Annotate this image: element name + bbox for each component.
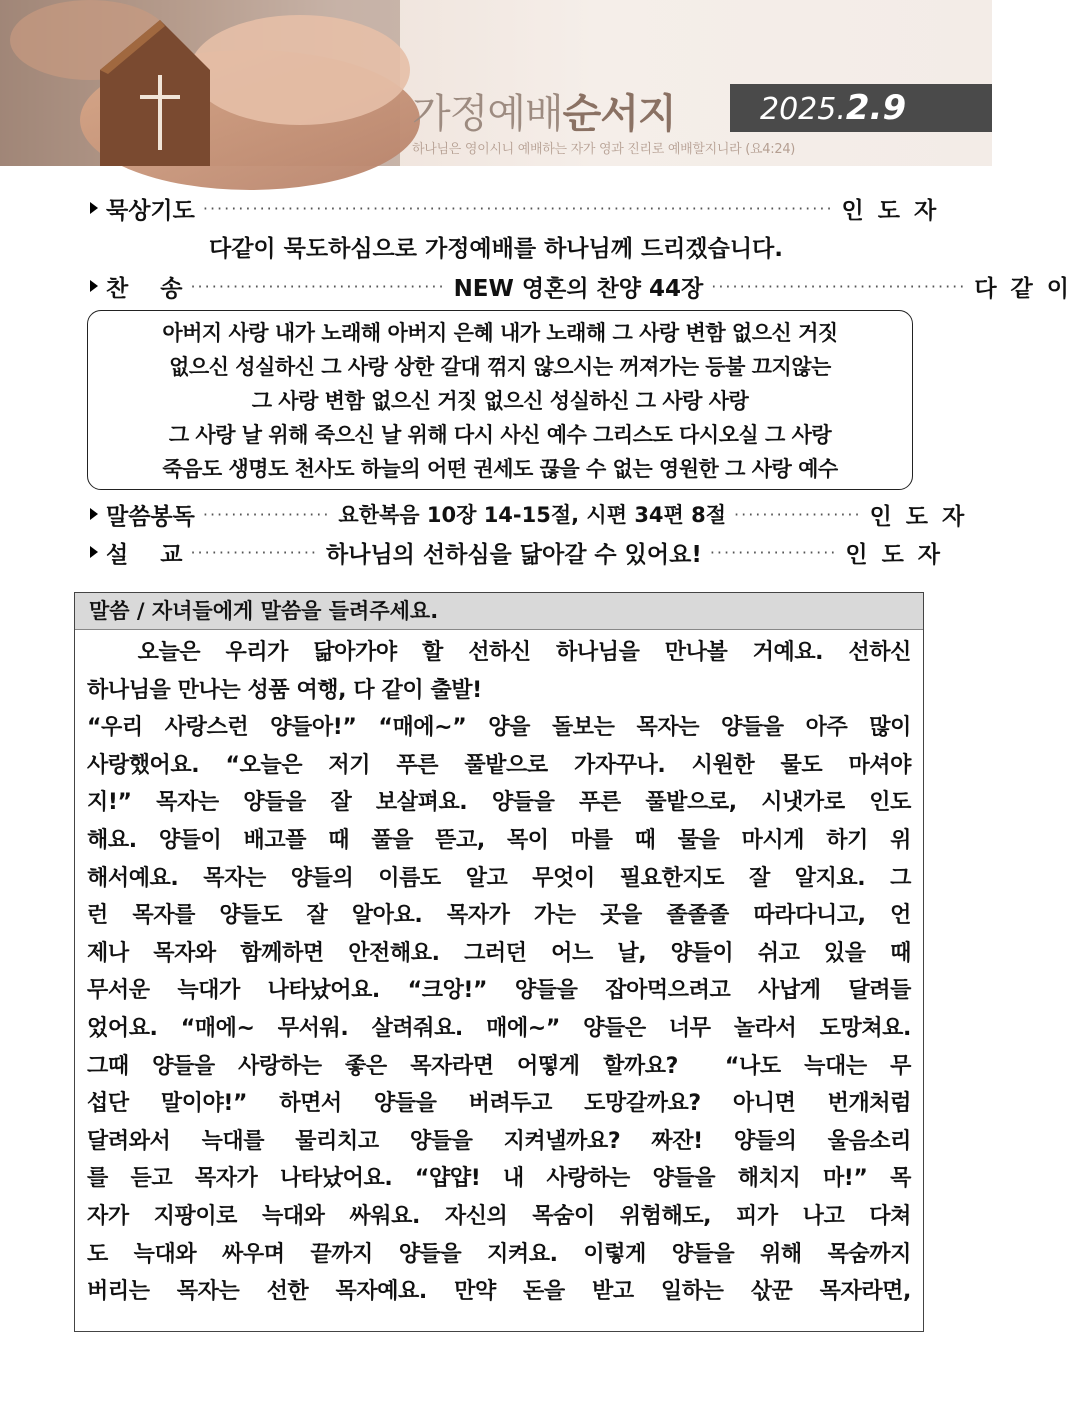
sermon-line: 해서예요. 목자는 양들의 이름도 알고 무엇이 필요한지도 잘 알지요. 그 xyxy=(87,865,911,891)
sermon-line: 지!” 목자는 양들을 잘 보살펴요. 양들을 푸른 풀밭으로, 시냇가로 인도 xyxy=(87,790,911,816)
lyrics-line: 없으신 성실하신 그 사랑 상한 갈대 꺾지 않으시는 꺼져가는 등불 끄지않는 xyxy=(169,355,831,379)
lyrics-line: 죽음도 생명도 천사도 하늘의 어떤 권세도 끊을 수 없는 영원한 그 사랑 예수 xyxy=(162,457,838,481)
sermon-line: 자가 지팡이로 늑대와 싸워요. 자신의 목숨이 위험해도, 피가 나고 다쳐 xyxy=(87,1203,911,1229)
sermon-body xyxy=(75,630,923,1311)
sermon-box xyxy=(74,592,924,1332)
triangle-bullet-icon xyxy=(90,280,98,292)
order-row-reading xyxy=(90,496,979,532)
dot-leader: ···································· xyxy=(711,276,967,296)
subtitle-verse: 하나님은 영이시니 예배하는 자가 영과 진리로 예배할지니라 (요4:24) xyxy=(412,142,796,157)
order-label: 묵상기도 xyxy=(106,197,195,224)
dot-leader: ···································· xyxy=(190,276,446,296)
sermon-line: 사랑했어요. “오늘은 저기 푸른 풀밭으로 가자꾸나. 시원한 물도 마셔야 xyxy=(87,752,911,778)
sermon-line: 오늘은 우리가 닮아가야 할 선하신 하나님을 만나볼 거예요. 선하신 xyxy=(87,640,911,665)
triangle-bullet-icon xyxy=(90,202,98,214)
dot-leader: ·················· xyxy=(202,504,331,524)
reading-title: 요한복음 10장 14-15절, 시편 34편 8절 xyxy=(338,503,727,527)
sermon-line: 제나 목자와 함께하면 안전해요. 그러던 어느 날, 양들이 쉬고 있을 때 xyxy=(87,940,911,966)
order-label: 찬 송 xyxy=(106,275,183,302)
order-leader: 다같이 xyxy=(974,275,1083,302)
date-year: 2025. xyxy=(760,92,846,127)
header-banner xyxy=(0,0,992,166)
dot-leader: ························································································· xyxy=(202,198,834,218)
page-title xyxy=(412,82,675,139)
sermon-line: 를 듣고 목자가 나타났어요. “얍얍! 내 사랑하는 양들을 해치지 마!” 목 xyxy=(87,1166,911,1192)
dot-leader: ·················· xyxy=(190,542,319,562)
sermon-line: 무서운 늑대가 나타났어요. “크앙!” 양들을 잡아먹으려고 사납게 달려들 xyxy=(87,978,911,1004)
title-light-text: 가정예배 xyxy=(412,91,563,137)
dot-leader: ·················· xyxy=(734,504,862,524)
title-bold-text: 순서지 xyxy=(562,91,676,137)
sermon-line: 달려와서 늑대를 물리치고 양들을 지켜낼까요? 짜잔! 양들의 울음소리 xyxy=(87,1128,911,1154)
prayer-instruction: 다같이 묵도하심으로 가정예배를 하나님께 드리겠습니다. xyxy=(209,236,783,262)
sermon-line: 버리는 목자는 선한 목자예요. 만약 돈을 받고 일하는 삯꾼 목자라면, xyxy=(87,1279,911,1305)
hymn-lyrics-box xyxy=(87,310,913,490)
sermon-line: 섭단 말이야!” 하면서 양들을 버려두고 도망갈까요? 아니면 번개처럼 xyxy=(87,1091,911,1117)
order-row-hymn xyxy=(90,268,1083,304)
sermon-line: 해요. 양들이 배고플 때 풀을 뜯고, 목이 마를 때 물을 마시게 하기 위 xyxy=(87,827,911,853)
sermon-line: 었어요. “매에~ 무서워. 살려줘요. 매에~” 양들은 너무 놀라서 도망쳐요. xyxy=(87,1015,911,1041)
sermon-line: 런 목자를 양들도 잘 알아요. 목자가 가는 곳을 졸졸졸 따라다니고, 언 xyxy=(87,903,911,929)
lyrics-line: 그 사랑 변함 없으신 거짓 없으신 성실하신 그 사랑 사랑 xyxy=(251,389,749,413)
order-label: 말씀봉독 xyxy=(106,503,195,530)
date-month-day: 2.9 xyxy=(845,88,907,128)
hymn-title: NEW 영혼의 찬양 44장 xyxy=(453,275,704,302)
sermon-line: 하나님을 만나는 성품 여행, 다 같이 출발! xyxy=(87,677,482,703)
order-row-sermon xyxy=(90,534,955,570)
sermon-line: “우리 사랑스런 양들아!” “매에~” 양을 돌보는 목자는 양들을 아주 많이 xyxy=(87,715,911,741)
sermon-line: 그때 양들을 사랑하는 좋은 목자라면 어떻게 할까요? “나도 늑대는 무 xyxy=(87,1053,911,1079)
dot-leader: ·················· xyxy=(709,542,838,562)
order-leader: 인도자 xyxy=(869,503,979,530)
date-badge xyxy=(730,84,992,132)
hands-holding-house-image xyxy=(0,0,400,166)
order-label: 설 교 xyxy=(106,541,183,568)
triangle-bullet-icon xyxy=(90,546,98,558)
order-row-prayer xyxy=(90,190,951,226)
order-leader: 인도자 xyxy=(845,541,955,568)
sermon-title: 하나님의 선하심을 닮아갈 수 있어요! xyxy=(326,541,702,568)
order-leader: 인도자 xyxy=(841,197,951,224)
sermon-heading: 말씀 / 자녀들에게 말씀을 들려주세요. xyxy=(75,593,923,630)
lyrics-line: 아버지 사랑 내가 노래해 아버지 은혜 내가 노래해 그 사랑 변함 없으신 거짓 xyxy=(162,321,838,345)
sermon-line: 도 늑대와 싸우며 끝까지 양들을 지켜요. 이렇게 양들을 위해 목숨까지 xyxy=(87,1241,911,1267)
triangle-bullet-icon xyxy=(90,508,98,520)
lyrics-line: 그 사랑 날 위해 죽으신 날 위해 다시 사신 예수 그리스도 다시오실 그 사랑 xyxy=(168,423,832,447)
